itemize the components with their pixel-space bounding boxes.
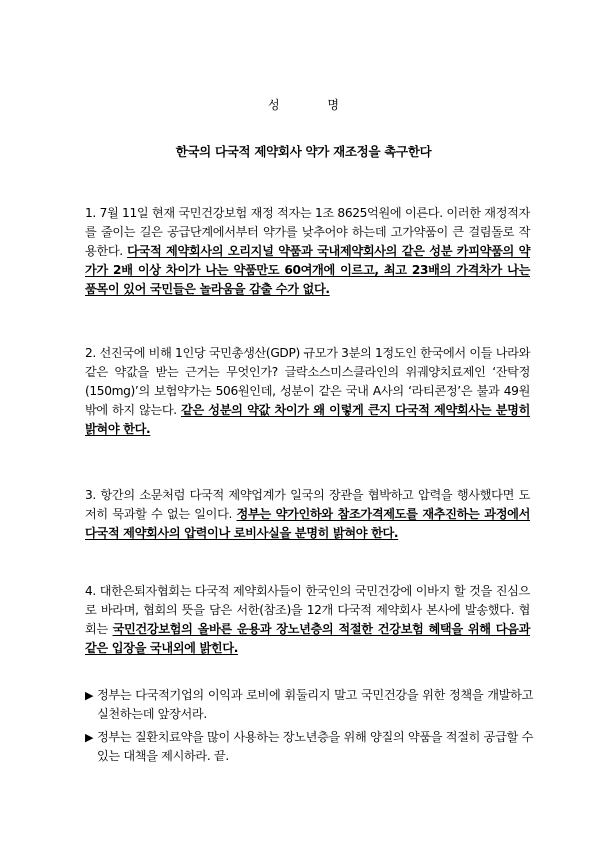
- list-item: [85, 728, 533, 766]
- paragraph-2-text: 2. 선진국에 비해 1인당 국민총생산(GDP) 규모가 3분의 1정도인 한국에서 이들 나라와 같은 약값을 받는 근거는 무엇인가? 글락소스미스클라인의 위궤양치료제인 ‘잔탁정(150mg)’의 보험약가는 506원인데, 성분이 같은 국내 A사의 ‘라티콘정’은 불과 49원 밖에 하지 않는다.: [85, 346, 531, 417]
- demand-2-text: 정부는 질환치료약을 많이 사용하는 장노년층을 위해 양질의 약품을 적절히 공급할 수 있는 대책을 제시하라. 끝.: [97, 730, 533, 763]
- list-item: [85, 686, 533, 724]
- document-subtitle: 한국의 다국적 제약회사 약가 재조정을 촉구한다: [175, 144, 432, 159]
- document-title: 성 명: [268, 98, 339, 112]
- triangle-bullet-icon: ▶: [85, 731, 94, 744]
- paragraph-3: [85, 486, 530, 543]
- paragraph-4-emphasis: 국민건강보험의 올바른 운용과 장노년층의 적절한 건강보험 혜택을 위해 다음과 같은 입장을 국내외에 밝힌다.: [85, 622, 531, 655]
- demands-list: [85, 686, 533, 770]
- paragraph-2-emphasis: 같은 성분의 약값 차이가 왜 이렇게 큰지 다국적 제약회사는 분명히 밝혀야 한다.: [85, 403, 530, 436]
- paragraph-3-text: 3. 항간의 소문처럼 다국적 제약업계가 일국의 장관을 협박하고 압력을 행사했다면 도저히 묵과할 수 없는 일이다.: [85, 488, 530, 521]
- triangle-bullet-icon: ▶: [85, 689, 94, 702]
- paragraph-1-emphasis: 다국적 제약회사의 오리지널 약품과 국내제약회사의 같은 성분 카피약품의 약가가 2배 이상 차이가 나는 약품만도 60여개에 이르고, 최고 23배의 가격차가 나는 품목이 있어 국민들은 놀라움을 감출 수가 없다.: [85, 244, 531, 296]
- demand-1-text: 정부는 다국적기업의 이익과 로비에 휘둘리지 말고 국민건강을 위한 정책을 개발하고 실천하는데 앞장서라.: [97, 688, 533, 721]
- paragraph-4-text: 4. 대한은퇴자협회는 다국적 제약회사들이 한국인의 국민건강에 이바지 할 것을 진심으로 바라며, 협회의 뜻을 담은 서한(참조)을 12개 다국적 제약회사 본사에 발송했다. 협회는: [85, 584, 530, 636]
- paragraph-3-emphasis: 정부는 약가인하와 참조가격제도를 재추진하는 과정에서 다국적 제약회사의 압력이나 로비사실을 분명히 밝혀야 한다.: [85, 507, 530, 540]
- paragraph-2: [85, 344, 530, 439]
- paragraph-1: [85, 204, 530, 299]
- paragraph-4: [85, 582, 530, 658]
- paragraph-1-text: 1. 7월 11일 현재 국민건강보험 재정 적자는 1조 8625억원에 이른다. 이러한 재정적자를 줄이는 길은 공급단계에서부터 약가를 낮추어야 하는데 고가약품이 큰 걸림돌로 작용한다.: [85, 206, 530, 258]
